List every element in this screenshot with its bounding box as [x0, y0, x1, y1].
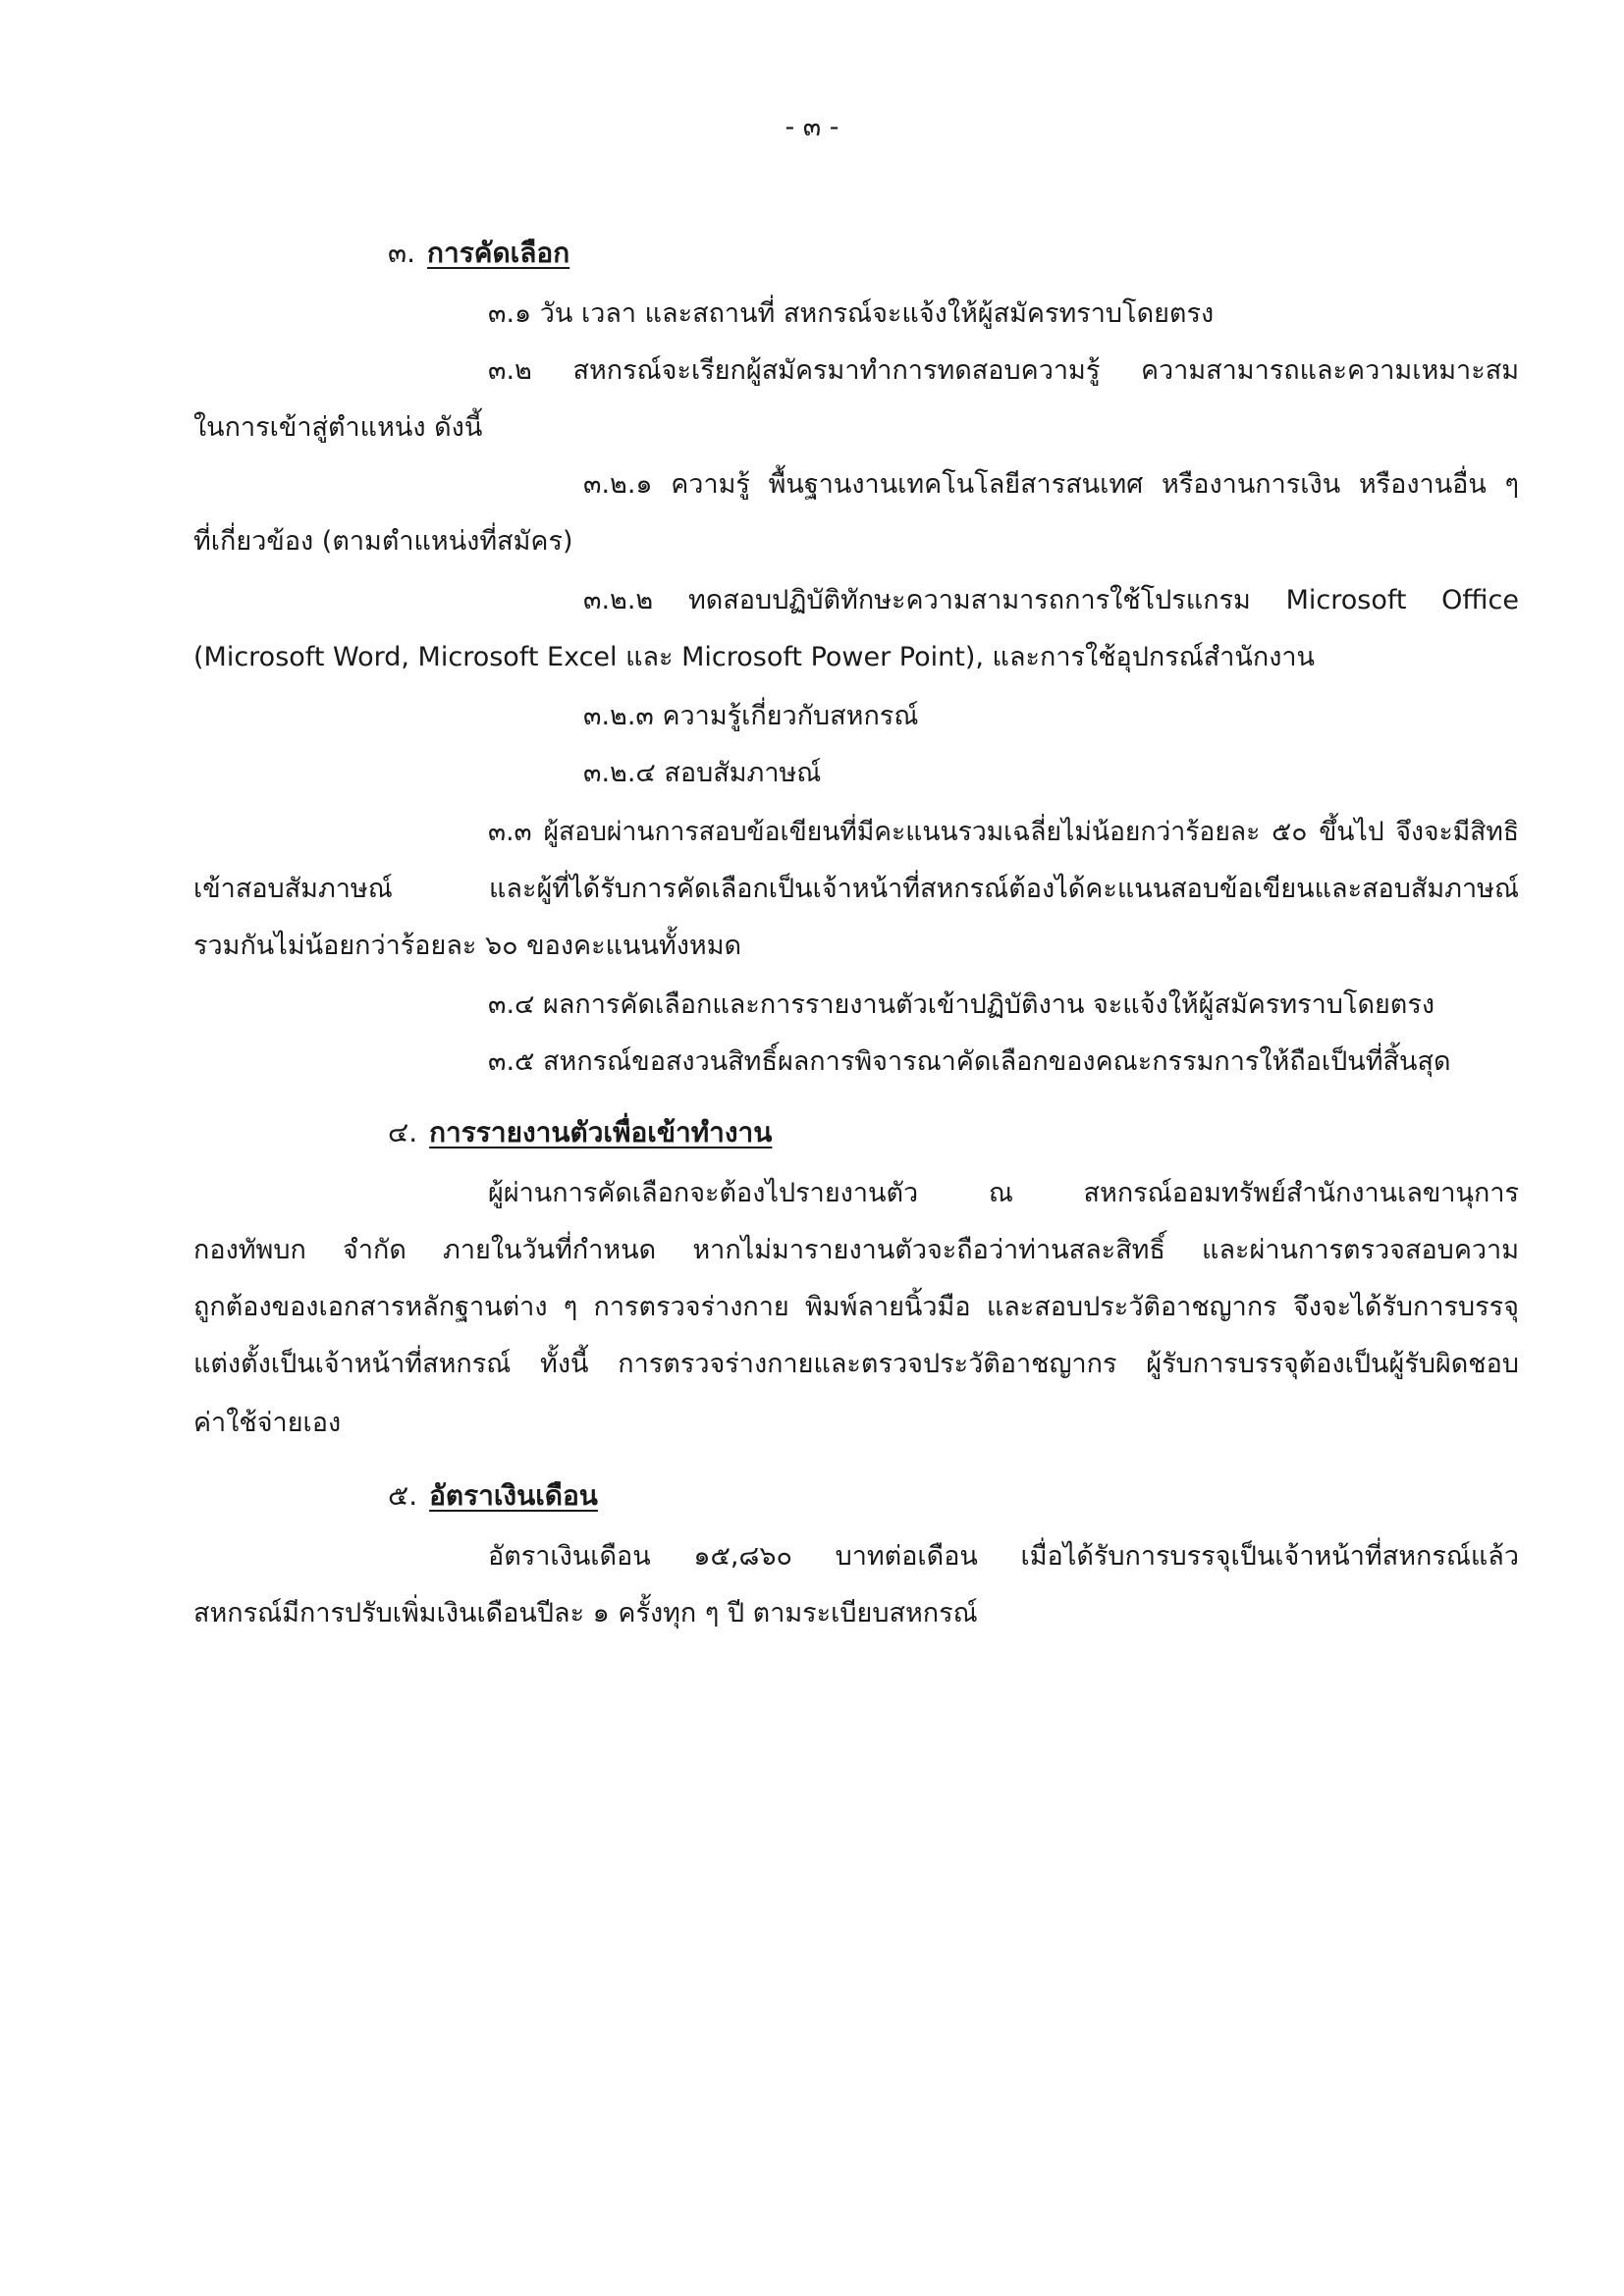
section-3-heading [388, 236, 569, 271]
section-5-line-1: อัตราเงินเดือน ๑๕,๘๖๐ บาทต่อเดือน เมื่อได้รับการบรรจุเป็นเจ้าหน้าที่สหกรณ์แล้ว [488, 1541, 1519, 1572]
item-3-2-2-line-1: ๓.๒.๒ ทดสอบปฏิบัติทักษะความสามารถการใช้โปรแกรม Microsoft Office [583, 585, 1519, 615]
item-3-2-2-line-2: (Microsoft Word, Microsoft Excel และ Microsoft Power Point), และการใช้อุปกรณ์สำนักงาน [193, 642, 1316, 672]
section-4-line-1: ผู้ผ่านการคัดเลือกจะต้องไปรายงานตัว ณ สหกรณ์ออมทรัพย์สำนักงานเลขานุการ [488, 1178, 1519, 1208]
item-3-2-line-1: ๓.๒ สหกรณ์จะเรียกผู้สมัครมาทำการทดสอบความรู้ ความสามารถและความเหมาะสม [488, 355, 1519, 386]
item-3-2-4: ๓.๒.๔ สอบสัมภาษณ์ [583, 758, 822, 788]
item-3-2-3: ๓.๒.๓ ความรู้เกี่ยวกับสหกรณ์ [583, 701, 919, 731]
item-3-3-line-1: ๓.๓ ผู้สอบผ่านการสอบข้อเขียนที่มีคะแนนรวมเฉลี่ยไม่น้อยกว่าร้อยละ ๕๐ ขึ้นไป จึงจะมีสิทธิ [488, 817, 1519, 847]
section-5-line-2: สหกรณ์มีการปรับเพิ่มเงินเดือนปีละ ๑ ครั้งทุก ๆ ปี ตามระเบียบสหกรณ์ [193, 1598, 978, 1629]
section-3-title: การคัดเลือก [427, 237, 570, 269]
section-5-number: ๕. [388, 1479, 418, 1512]
item-3-3-line-2: เข้าสอบสัมภาษณ์ และผู้ที่ได้รับการคัดเลือกเป็นเจ้าหน้าที่สหกรณ์ต้องได้คะแนนสอบข้อเขียนและสอบสัมภาษณ์ [193, 874, 1519, 904]
item-3-1: ๓.๑ วัน เวลา และสถานที่ สหกรณ์จะแจ้งให้ผู้สมัครทราบโดยตรง [488, 298, 1215, 329]
section-5-title: อัตราเงินเดือน [429, 1479, 598, 1512]
section-4-line-2: กองทัพบก จำกัด ภายในวันที่กำหนด หากไม่มารายงานตัวจะถือว่าท่านสละสิทธิ์ และผ่านการตรวจสอบความ [193, 1235, 1519, 1265]
section-4-line-3: ถูกต้องของเอกสารหลักฐานต่าง ๆ การตรวจร่างกาย พิมพ์ลายนิ้วมือ และสอบประวัติอาชญากร จึงจะได้รับการบรรจุ [193, 1292, 1519, 1322]
section-4-line-4: แต่งตั้งเป็นเจ้าหน้าที่สหกรณ์ ทั้งนี้ การตรวจร่างกายและตรวจประวัติอาชญากร ผู้รับการบรรจุต้องเป็นผู้รับผิดชอบ [193, 1349, 1519, 1379]
section-4-heading [388, 1115, 772, 1150]
section-3-number: ๓. [388, 237, 416, 269]
item-3-3-line-3: รวมกันไม่น้อยกว่าร้อยละ ๖๐ ของคะแนนทั้งหมด [193, 931, 742, 961]
section-4-title: การรายงานตัวเพื่อเข้าทำงาน [429, 1116, 773, 1148]
section-4-number: ๔. [388, 1116, 418, 1148]
section-4-line-5: ค่าใช้จ่ายเอง [193, 1408, 342, 1438]
page-number: - ๓ - [785, 112, 839, 142]
item-3-2-1-line-1: ๓.๒.๑ ความรู้ พื้นฐานงานเทคโนโลยีสารสนเทศ หรืองานการเงิน หรืองานอื่น ๆ [583, 469, 1519, 500]
item-3-5: ๓.๕ สหกรณ์ขอสงวนสิทธิ์ผลการพิจารณาคัดเลือกของคณะกรรมการให้ถือเป็นที่สิ้นสุด [488, 1046, 1451, 1077]
item-3-2-line-2: ในการเข้าสู่ตำแหน่ง ดังนี้ [193, 412, 483, 443]
section-5-heading [388, 1478, 598, 1514]
item-3-2-1-line-2: ที่เกี่ยวข้อง (ตามตำแหน่งที่สมัคร) [193, 526, 573, 557]
item-3-4: ๓.๔ ผลการคัดเลือกและการรายงานตัวเข้าปฏิบัติงาน จะแจ้งให้ผู้สมัครทราบโดยตรง [488, 989, 1435, 1020]
